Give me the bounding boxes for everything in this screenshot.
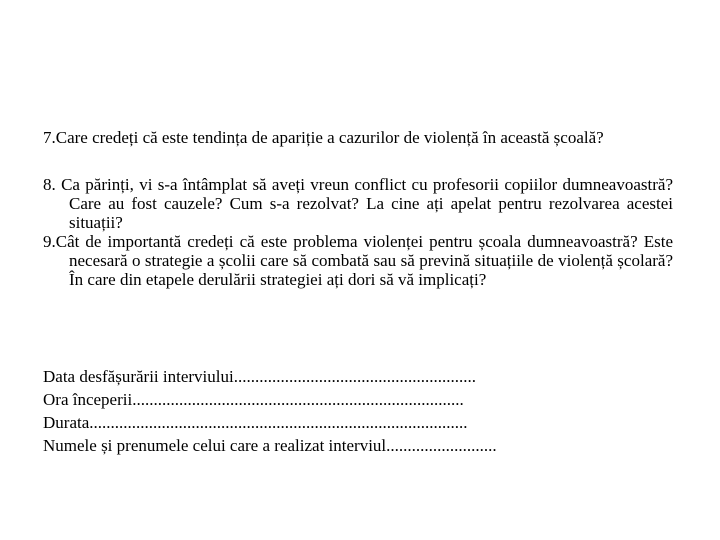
question-8: 8. Ca părinți, vi s-a întâmplat să aveți vreun conflict cu profesorii copiilor dumneavoastră? Care au fost cauzele? Cum s-a rezolvat? La cine ați apelat pentru rezolvarea acestei situații? — [43, 175, 673, 232]
question-9: 9.Cât de importantă credeți că este problema violenței pentru școala dumneavoastră? Este necesară o strategie a școlii care să combată sau să prevină situațiile de violență școlară? În care din etapele derulării strategiei ați dori să vă implicați? — [43, 232, 673, 289]
interview-info-form — [43, 365, 497, 457]
question-7: 7.Care credeți că este tendința de apariție a cazurilor de violență în această școală? — [43, 128, 604, 147]
interviewer-name-line: Numele și prenumele celui care a realizat interviul.......................... — [43, 436, 497, 455]
questions-section — [43, 128, 673, 289]
duration-line: Durata......................................................................................... — [43, 413, 468, 432]
interview-date-line: Data desfășurării interviului......................................................... — [43, 367, 476, 386]
start-time-line: Ora începerii.............................................................................. — [43, 390, 464, 409]
